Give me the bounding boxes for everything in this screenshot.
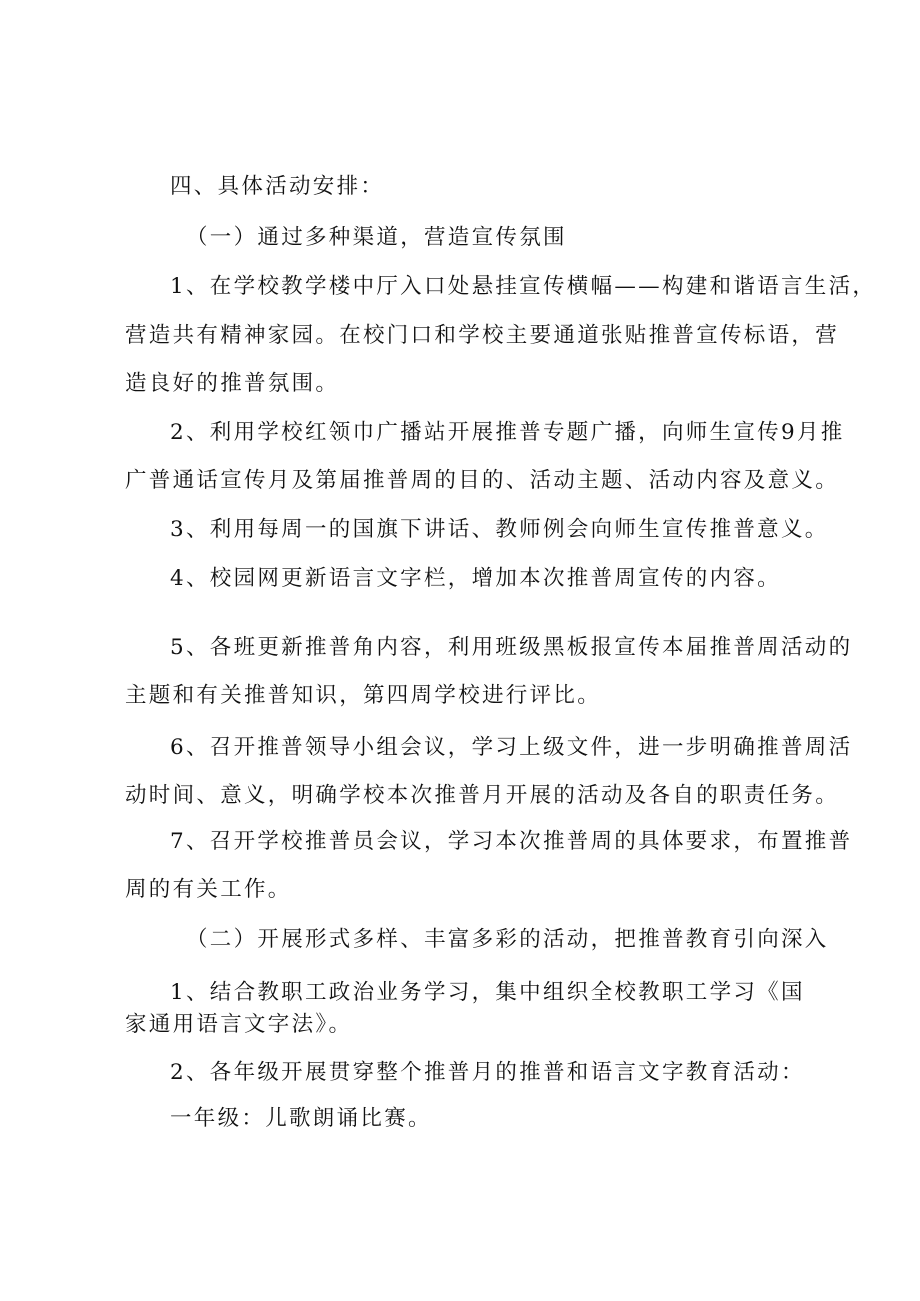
paragraph-line: 1、结合教职工政治业务学习，集中组织全校教职工学习《国 [170,980,805,1005]
paragraph-line: 一年级：儿歌朗诵比赛。 [170,1106,432,1131]
paragraph-line: 营造共有精神家园。在校门口和学校主要通道张贴推普宣传标语，营 [125,323,840,348]
subsection-title-2: （二）开展形式多样、丰富多彩的活动，把推普教育引向深入 [186,927,829,952]
paragraph-line: 5、各班更新推普角内容，利用班级黑板报宣传本届推普周活动的 [170,635,853,660]
section-heading: 四、具体活动安排： [170,174,385,199]
paragraph-line: 动时间、意义，明确学校本次推普月开展的活动及各自的职责任务。 [125,783,840,808]
paragraph-line: 造良好的推普氛围。 [125,371,340,396]
paragraph-line: 3、利用每周一的国旗下讲话、教师例会向师生宣传推普意义。 [170,517,829,542]
paragraph-line: 周的有关工作。 [125,877,292,902]
paragraph-line: 1、在学校教学楼中厅入口处悬挂宣传横幅——构建和谐语言生活， [170,274,877,299]
paragraph-line: 6、召开推普领导小组会议，学习上级文件，进一步明确推普周活 [170,735,853,760]
paragraph-line: 7、召开学校推普员会议，学习本次推普周的具体要求，布置推普 [170,829,853,854]
paragraph-line: 2、利用学校红领巾广播站开展推普专题广播，向师生宣传9月推 [170,420,845,445]
paragraph-line: 4、校园网更新语言文字栏，增加本次推普周宣传的内容。 [170,566,781,591]
paragraph-line: 2、各年级开展贯穿整个推普月的推普和语言文字教育活动： [170,1060,805,1085]
paragraph-line: 广普通话宣传月及第届推普周的目的、活动主题、活动内容及意义。 [125,468,840,493]
paragraph-line: 主题和有关推普知识，第四周学校进行评比。 [125,683,602,708]
subsection-title-1: （一）通过多种渠道，营造宣传氛围 [186,225,567,250]
paragraph-line: 家通用语言文字法》。 [125,1012,353,1037]
